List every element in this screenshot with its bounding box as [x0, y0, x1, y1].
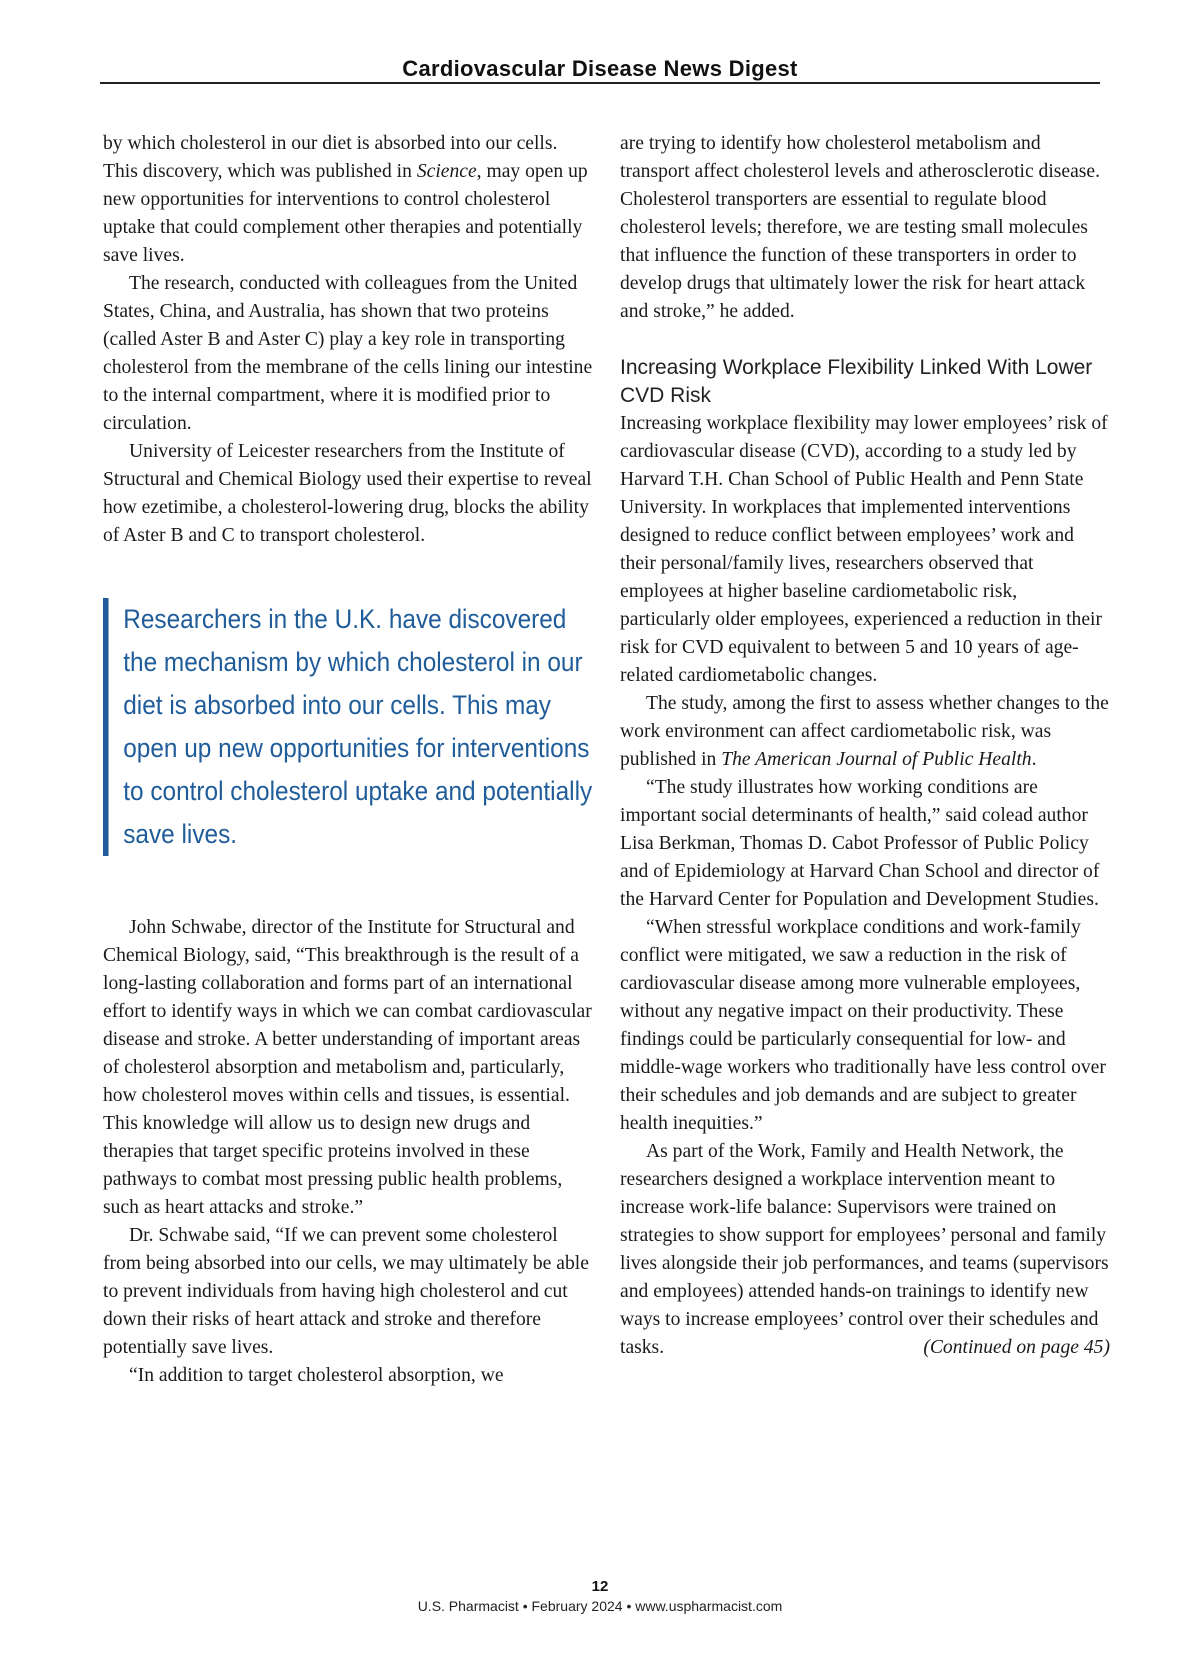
paragraph [620, 1138, 1110, 1362]
paragraph: University of Leicester researchers from the Institute of Structural and Chemical Biology used their expertise to reveal how ezetimibe, a cholesterol-lowering drug, blocks the ability of Aster B and C to transport cholesterol. [103, 441, 592, 546]
paragraph: “When stressful workplace conditions and work-family conflict were mitigated, we saw a reduction in the risk of cardiovascular disease among more vulnerable employees, without any negative impact on their productivity. These findings could be particularly consequential for low- and middle-wage workers who traditionally have less control over their schedules and job demands and are subject to greater health inequities.” [620, 917, 1106, 1134]
paragraph: Increasing workplace flexibility may lower employees’ risk of cardiovascular disease (CVD), according to a study led by Harvard T.H. Chan School of Public Health and Penn State University. In workplaces that implemented interventions designed to reduce conflict between employees’ work and their personal/family lives, researchers observed that employees at higher baseline cardiometabolic risk, particularly older employees, experienced a reduction in their risk for CVD equivalent to between 5 and 10 years of age-related cardiometabolic changes. [620, 413, 1108, 686]
pull-quote: Researchers in the U.K. have discovered the mechanism by which cholesterol in our diet is absorbed into our cells. This may open up new opportunities for interventions to control cholesterol uptake and potentially save lives. [103, 598, 602, 856]
journal-title: Science [416, 161, 477, 182]
journal-title: The American Journal of Public Health [721, 749, 1032, 770]
paragraph [620, 690, 1110, 774]
section-heading: Increasing Workplace Flexibility Linked With Lower CVD Risk [620, 356, 1093, 407]
paragraph-text: As part of the Work, Family and Health Network, the researchers designed a workplace intervention meant to increase work-life balance: Supervisors were trained on strategies to show support for employees’ personal and family lives alongside their job performances, and teams (supervisors and employees) attended hands-on trainings to identify new ways to increase employees’ control over their schedules and tasks. [620, 1141, 1109, 1358]
left-column [103, 130, 593, 1390]
publication-footer: U.S. Pharmacist • February 2024 • www.uspharmacist.com [417, 1598, 783, 1614]
continued-link[interactable]: (Continued on page 45) [923, 1337, 1110, 1358]
page-header-title: Cardiovascular Disease News Digest [402, 56, 798, 81]
right-column [620, 130, 1110, 1362]
paragraph: The research, conducted with colleagues from the United States, China, and Australia, has shown that two proteins (called Aster B and Aster C) play a key role in transporting cholesterol from the membrane of the cells lining our intestine to the internal compartment, where it is modified prior to circulation. [103, 273, 593, 434]
paragraph [103, 130, 593, 270]
header-rule [100, 82, 1100, 84]
paragraph-text: by which cholesterol in our diet is absorbed into our cells. This discovery, which was published in [103, 133, 558, 182]
paragraph-text: , may open up new opportunities for interventions to control cholesterol uptake that could complement other therapies and potentially save lives. [103, 161, 588, 266]
paragraph-text: . [1031, 749, 1037, 770]
paragraph: are trying to identify how cholesterol metabolism and transport affect cholesterol levels and atherosclerotic disease. Cholesterol transporters are essential to regulate blood cholesterol levels; therefore, we are testing small molecules that influence the function of these transporters in order to develop drugs that ultimately lower the risk for heart attack and stroke,” he added. [620, 133, 1101, 322]
paragraph: “The study illustrates how working conditions are important social determinants of health,” said colead author Lisa Berkman, Thomas D. Cabot Professor of Public Policy and of Epidemiology at Harvard Chan School and director of the Harvard Center for Population and Development Studies. [620, 777, 1100, 910]
paragraph: Dr. Schwabe said, “If we can prevent some cholesterol from being absorbed into our cells, we may ultimately be able to prevent individuals from having high cholesterol and cut down their risks of heart attack and stroke and therefore potentially save lives. [103, 1225, 589, 1358]
paragraph: John Schwabe, director of the Institute for Structural and Chemical Biology, said, “This breakthrough is the result of a long-lasting collaboration and forms part of an international effort to identify ways in which we can combat cardiovascular disease and stroke. A better understanding of important areas of cholesterol absorption and metabolism and, particularly, how cholesterol moves within cells and tissues, is essential. This knowledge will allow us to design new drugs and therapies that target specific proteins involved in these pathways to combat most pressing public health problems, such as heart attacks and stroke.” [103, 917, 592, 1218]
paragraph: “In addition to target cholesterol absorption, we [129, 1365, 504, 1386]
paragraph-text: The study, among the first to assess whether changes to the work environment can affect cardiometabolic risk, was published in [620, 693, 1109, 770]
page-number: 12 [591, 1578, 609, 1595]
